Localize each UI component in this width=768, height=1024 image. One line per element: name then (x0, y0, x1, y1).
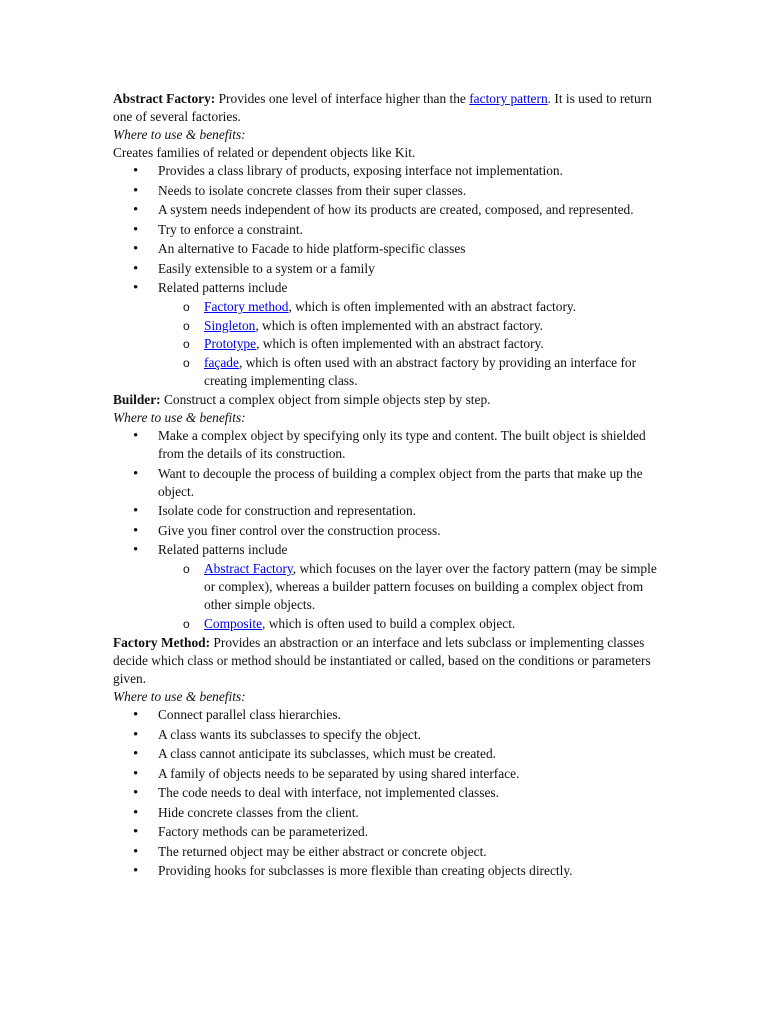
factory-method-desc: Provides an abstraction or an interface and lets subclass or implementing classes decide which class or method should be instantiated or called, based on the conditions or parameters given. (113, 635, 651, 686)
related-patterns-list (158, 560, 661, 633)
list-item: • Give you finer control over the construction process. (113, 522, 661, 540)
abstract-factory-link[interactable]: Abstract Factory (204, 561, 293, 576)
builder-benefits-list (113, 427, 661, 633)
related-pattern-item (158, 615, 661, 633)
list-item: • Try to enforce a constraint. (113, 221, 661, 239)
related-patterns-item (113, 279, 661, 390)
prototype-link[interactable]: Prototype (204, 336, 257, 351)
list-item: • A class wants its subclasses to specify the object. (113, 726, 661, 744)
builder-title: Builder: (113, 392, 161, 407)
related-patterns-list (158, 298, 661, 390)
related-patterns-label: Related patterns include (158, 542, 288, 557)
list-item: • The returned object may be either abstract or concrete object. (113, 843, 661, 861)
list-item: • Isolate code for construction and representation. (113, 502, 661, 520)
document-body (113, 90, 661, 882)
where-to-use-heading: Where to use & benefits: (113, 127, 246, 142)
abstract-factory-desc-start: Provides one level of interface higher than the (215, 91, 470, 106)
list-item: • Connect parallel class hierarchies. (113, 706, 661, 724)
facade-link[interactable]: façade (204, 354, 239, 370)
related-pattern-text: , which focuses on the layer over the factory pattern (may be simple or complex), whereas a builder pattern focuses on building a complex object from other simple objects. (204, 561, 657, 612)
related-patterns-label: Related patterns include (158, 280, 288, 295)
list-item: • Want to decouple the process of building a complex object from the parts that make up the object. (113, 465, 661, 501)
list-item: • A class cannot anticipate its subclasses, which must be created. (113, 745, 661, 763)
related-pattern-text: , which is often implemented with an abstract factory. (255, 317, 544, 333)
factory-method-benefits-list (113, 706, 661, 880)
related-pattern-text: , which is often used with an abstract factory by providing an interface for creating implementing class. (204, 354, 637, 388)
list-item: • The code needs to deal with interface, not implemented classes. (113, 784, 661, 802)
singleton-link[interactable]: Singleton (204, 317, 256, 333)
abstract-factory-title: Abstract Factory: (113, 91, 216, 106)
factory-method-link[interactable]: Factory method (204, 299, 289, 314)
related-patterns-item (113, 541, 661, 633)
builder-intro (113, 391, 661, 409)
list-item: • Factory methods can be parameterized. (113, 823, 661, 841)
related-pattern-item (158, 335, 661, 353)
abstract-factory-benefits-list (113, 162, 661, 390)
creates-families-text: Creates families of related or dependent objects like Kit. (113, 145, 416, 160)
composite-link[interactable]: Composite (204, 615, 263, 631)
related-pattern-text: , which is often implemented with an abstract factory. (256, 336, 544, 351)
abstract-factory-intro (113, 90, 661, 126)
list-item: • An alternative to Facade to hide platform-specific classes (113, 240, 661, 258)
where-to-use-heading: Where to use & benefits: (113, 689, 246, 704)
related-pattern-text: , which is often used to build a complex object. (262, 615, 516, 631)
abstract-factory-desc-end: . It is used to return one of several factories. (113, 91, 652, 124)
where-to-use-heading: Where to use & benefits: (113, 410, 246, 425)
factory-method-intro (113, 634, 661, 688)
related-pattern-item (158, 354, 661, 390)
builder-desc: Construct a complex object from simple objects step by step. (160, 392, 491, 407)
list-item: • Provides a class library of products, exposing interface not implementation. (113, 162, 661, 180)
related-pattern-item (158, 317, 661, 335)
factory-method-title: Factory Method: (113, 635, 211, 650)
related-pattern-item (158, 298, 661, 316)
list-item: • A family of objects needs to be separated by using shared interface. (113, 765, 661, 783)
list-item: • Make a complex object by specifying only its type and content. The built object is shielded from the details of its construction. (113, 427, 661, 463)
related-pattern-item (158, 560, 661, 614)
list-item: • Needs to isolate concrete classes from their super classes. (113, 182, 661, 200)
list-item: • Providing hooks for subclasses is more flexible than creating objects directly. (113, 862, 661, 880)
related-pattern-text: , which is often implemented with an abstract factory. (288, 299, 577, 314)
list-item: • A system needs independent of how its products are created, composed, and represented. (113, 201, 661, 219)
list-item: • Easily extensible to a system or a family (113, 260, 661, 278)
factory-pattern-link[interactable]: factory pattern (469, 91, 548, 106)
list-item: • Hide concrete classes from the client. (113, 804, 661, 822)
